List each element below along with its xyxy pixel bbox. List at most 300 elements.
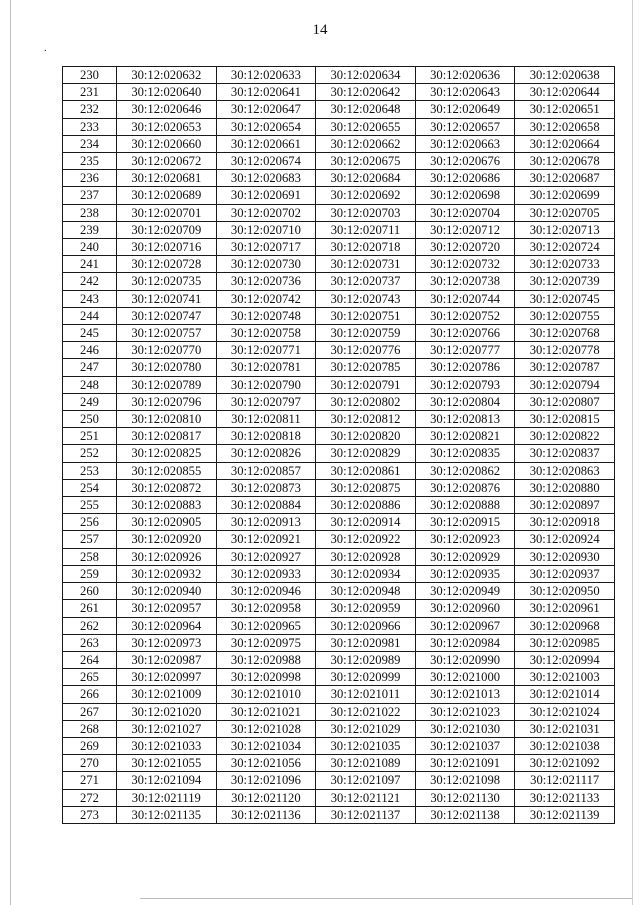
cadastral-code-cell: 30:12:020747 [117, 307, 217, 324]
table-row [63, 445, 615, 462]
cadastral-code-cell: 30:12:020705 [515, 204, 615, 221]
cadastral-code-cell: 30:12:020857 [216, 462, 316, 479]
cadastral-code-cell: 30:12:020717 [216, 239, 316, 256]
table-row [63, 204, 615, 221]
row-number-cell: 236 [63, 170, 117, 187]
cadastral-code-cell: 30:12:020826 [216, 445, 316, 462]
cadastral-code-cell: 30:12:020640 [117, 84, 217, 101]
cadastral-code-cell: 30:12:020732 [415, 256, 515, 273]
cadastral-code-cell: 30:12:020804 [415, 393, 515, 410]
row-number-cell: 232 [63, 101, 117, 118]
cadastral-code-cell: 30:12:020990 [415, 651, 515, 668]
table-row [63, 290, 615, 307]
cadastral-code-cell: 30:12:020662 [316, 135, 416, 152]
cadastral-code-cell: 30:12:020712 [415, 221, 515, 238]
table-row [63, 273, 615, 290]
row-number-cell: 257 [63, 531, 117, 548]
cadastral-code-cell: 30:12:021055 [117, 755, 217, 772]
row-number-cell: 252 [63, 445, 117, 462]
row-number-cell: 245 [63, 325, 117, 342]
cadastral-code-cell: 30:12:020748 [216, 307, 316, 324]
cadastral-code-cell: 30:12:020997 [117, 669, 217, 686]
cadastral-code-cell: 30:12:020897 [515, 497, 615, 514]
cadastral-code-cell: 30:12:020958 [216, 600, 316, 617]
cadastral-code-cell: 30:12:020743 [316, 290, 416, 307]
cadastral-code-cell: 30:12:020855 [117, 462, 217, 479]
cadastral-code-cell: 30:12:020781 [216, 359, 316, 376]
table-row [63, 101, 615, 118]
cadastral-code-cell: 30:12:020965 [216, 617, 316, 634]
table-row [63, 67, 615, 84]
cadastral-code-cell: 30:12:020975 [216, 634, 316, 651]
cadastral-code-cell: 30:12:021020 [117, 703, 217, 720]
table-row [63, 342, 615, 359]
cadastral-code-cell: 30:12:020928 [316, 548, 416, 565]
table-row [63, 737, 615, 754]
cadastral-code-cell: 30:12:020914 [316, 514, 416, 531]
row-number-cell: 238 [63, 204, 117, 221]
cadastral-code-cell: 30:12:021014 [515, 686, 615, 703]
table-row [63, 84, 615, 101]
row-number-cell: 235 [63, 153, 117, 170]
page-number: 14 [312, 22, 328, 38]
cadastral-code-cell: 30:12:020651 [515, 101, 615, 118]
cadastral-code-cell: 30:12:020780 [117, 359, 217, 376]
cadastral-code-cell: 30:12:020672 [117, 153, 217, 170]
cadastral-code-cell: 30:12:020736 [216, 273, 316, 290]
cadastral-code-cell: 30:12:021028 [216, 720, 316, 737]
cadastral-code-cell: 30:12:020770 [117, 342, 217, 359]
row-number-cell: 249 [63, 393, 117, 410]
cadastral-code-cell: 30:12:021133 [515, 789, 615, 806]
cadastral-code-cell: 30:12:020825 [117, 445, 217, 462]
cadastral-code-cell: 30:12:020692 [316, 187, 416, 204]
cadastral-code-cell: 30:12:020647 [216, 101, 316, 118]
table-row [63, 617, 615, 634]
cadastral-code-cell: 30:12:021023 [415, 703, 515, 720]
scan-edge-bottom [140, 898, 632, 899]
cadastral-code-cell: 30:12:020654 [216, 118, 316, 135]
cadastral-code-cell: 30:12:020794 [515, 376, 615, 393]
cadastral-code-cell: 30:12:021010 [216, 686, 316, 703]
row-number-cell: 264 [63, 651, 117, 668]
cadastral-code-cell: 30:12:020776 [316, 342, 416, 359]
row-number-cell: 254 [63, 479, 117, 496]
cadastral-code-cell: 30:12:020752 [415, 307, 515, 324]
cadastral-code-cell: 30:12:021034 [216, 737, 316, 754]
cadastral-code-cell: 30:12:020915 [415, 514, 515, 531]
cadastral-code-cell: 30:12:021003 [515, 669, 615, 686]
cadastral-code-cell: 30:12:020676 [415, 153, 515, 170]
cadastral-code-cell: 30:12:020636 [415, 67, 515, 84]
cadastral-code-cell: 30:12:020862 [415, 462, 515, 479]
cadastral-code-cell: 30:12:020642 [316, 84, 416, 101]
cadastral-code-cell: 30:12:020686 [415, 170, 515, 187]
cadastral-code-cell: 30:12:020660 [117, 135, 217, 152]
table-row [63, 462, 615, 479]
cadastral-code-cell: 30:12:020702 [216, 204, 316, 221]
row-number-cell: 270 [63, 755, 117, 772]
cadastral-code-cell: 30:12:021011 [316, 686, 416, 703]
cadastral-code-cell: 30:12:020766 [415, 325, 515, 342]
table-row [63, 772, 615, 789]
cadastral-code-cell: 30:12:020641 [216, 84, 316, 101]
table-row [63, 307, 615, 324]
cadastral-code-cell: 30:12:020989 [316, 651, 416, 668]
cadastral-code-cell: 30:12:020657 [415, 118, 515, 135]
cadastral-code-cell: 30:12:020918 [515, 514, 615, 531]
cadastral-code-cell: 30:12:020785 [316, 359, 416, 376]
cadastral-code-cell: 30:12:020872 [117, 479, 217, 496]
cadastral-code-cell: 30:12:021092 [515, 755, 615, 772]
table-row [63, 497, 615, 514]
cadastral-code-cell: 30:12:021098 [415, 772, 515, 789]
row-number-cell: 248 [63, 376, 117, 393]
cadastral-code-cell: 30:12:020638 [515, 67, 615, 84]
cadastral-code-cell: 30:12:020684 [316, 170, 416, 187]
cadastral-code-cell: 30:12:021033 [117, 737, 217, 754]
cadastral-code-cell: 30:12:021013 [415, 686, 515, 703]
cadastral-code-cell: 30:12:020716 [117, 239, 217, 256]
cadastral-table [62, 66, 615, 824]
table-row [63, 239, 615, 256]
cadastral-code-cell: 30:12:021137 [316, 806, 416, 823]
cadastral-code-cell: 30:12:021096 [216, 772, 316, 789]
cadastral-code-cell: 30:12:020935 [415, 565, 515, 582]
cadastral-code-cell: 30:12:020949 [415, 583, 515, 600]
row-number-cell: 239 [63, 221, 117, 238]
cadastral-code-cell: 30:12:020966 [316, 617, 416, 634]
cadastral-code-cell: 30:12:020861 [316, 462, 416, 479]
cadastral-code-cell: 30:12:021120 [216, 789, 316, 806]
table-row [63, 686, 615, 703]
cadastral-code-cell: 30:12:021094 [117, 772, 217, 789]
table-row [63, 359, 615, 376]
cadastral-code-cell: 30:12:020737 [316, 273, 416, 290]
cadastral-code-cell: 30:12:020813 [415, 411, 515, 428]
cadastral-code-cell: 30:12:020999 [316, 669, 416, 686]
cadastral-code-cell: 30:12:020981 [316, 634, 416, 651]
table-row [63, 514, 615, 531]
cadastral-code-cell: 30:12:020883 [117, 497, 217, 514]
cadastral-code-cell: 30:12:020822 [515, 428, 615, 445]
cadastral-code-cell: 30:12:020927 [216, 548, 316, 565]
cadastral-code-cell: 30:12:020757 [117, 325, 217, 342]
cadastral-code-cell: 30:12:020741 [117, 290, 217, 307]
cadastral-code-cell: 30:12:020735 [117, 273, 217, 290]
cadastral-code-cell: 30:12:020950 [515, 583, 615, 600]
cadastral-code-cell: 30:12:020948 [316, 583, 416, 600]
table-row [63, 221, 615, 238]
cadastral-code-cell: 30:12:021139 [515, 806, 615, 823]
row-number-cell: 231 [63, 84, 117, 101]
row-number-cell: 267 [63, 703, 117, 720]
table-row [63, 411, 615, 428]
cadastral-code-cell: 30:12:020929 [415, 548, 515, 565]
cadastral-code-cell: 30:12:020987 [117, 651, 217, 668]
cadastral-code-cell: 30:12:020922 [316, 531, 416, 548]
cadastral-code-cell: 30:12:020802 [316, 393, 416, 410]
row-number-cell: 262 [63, 617, 117, 634]
cadastral-code-cell: 30:12:020704 [415, 204, 515, 221]
cadastral-code-cell: 30:12:020711 [316, 221, 416, 238]
cadastral-code-cell: 30:12:020888 [415, 497, 515, 514]
cadastral-code-cell: 30:12:021009 [117, 686, 217, 703]
cadastral-code-cell: 30:12:021029 [316, 720, 416, 737]
row-number-cell: 233 [63, 118, 117, 135]
cadastral-code-cell: 30:12:020932 [117, 565, 217, 582]
cadastral-code-cell: 30:12:020920 [117, 531, 217, 548]
cadastral-code-cell: 30:12:020733 [515, 256, 615, 273]
cadastral-code-cell: 30:12:021117 [515, 772, 615, 789]
cadastral-code-cell: 30:12:020880 [515, 479, 615, 496]
cadastral-code-cell: 30:12:020921 [216, 531, 316, 548]
cadastral-code-cell: 30:12:021056 [216, 755, 316, 772]
scan-edge-left [10, 0, 11, 905]
row-number-cell: 268 [63, 720, 117, 737]
row-number-cell: 273 [63, 806, 117, 823]
row-number-cell: 263 [63, 634, 117, 651]
cadastral-code-cell: 30:12:020663 [415, 135, 515, 152]
table-body [63, 67, 615, 824]
row-number-cell: 265 [63, 669, 117, 686]
row-number-cell: 258 [63, 548, 117, 565]
row-number-cell: 240 [63, 239, 117, 256]
cadastral-code-cell: 30:12:020742 [216, 290, 316, 307]
table-row [63, 565, 615, 582]
cadastral-code-cell: 30:12:020811 [216, 411, 316, 428]
cadastral-code-cell: 30:12:020674 [216, 153, 316, 170]
row-number-cell: 251 [63, 428, 117, 445]
cadastral-code-cell: 30:12:020789 [117, 376, 217, 393]
cadastral-code-cell: 30:12:020701 [117, 204, 217, 221]
cadastral-code-cell: 30:12:020960 [415, 600, 515, 617]
table-row [63, 428, 615, 445]
cadastral-code-cell: 30:12:020724 [515, 239, 615, 256]
cadastral-code-cell: 30:12:021091 [415, 755, 515, 772]
table-row [63, 548, 615, 565]
cadastral-code-cell: 30:12:020791 [316, 376, 416, 393]
cadastral-code-cell: 30:12:021022 [316, 703, 416, 720]
cadastral-code-cell: 30:12:020821 [415, 428, 515, 445]
table-row [63, 256, 615, 273]
row-number-cell: 260 [63, 583, 117, 600]
cadastral-code-cell: 30:12:021038 [515, 737, 615, 754]
cadastral-code-cell: 30:12:020771 [216, 342, 316, 359]
cadastral-code-cell: 30:12:021097 [316, 772, 416, 789]
cadastral-code-cell: 30:12:020835 [415, 445, 515, 462]
table-row [63, 187, 615, 204]
cadastral-code-cell: 30:12:020710 [216, 221, 316, 238]
cadastral-code-cell: 30:12:020713 [515, 221, 615, 238]
row-number-cell: 261 [63, 600, 117, 617]
cadastral-code-cell: 30:12:020946 [216, 583, 316, 600]
cadastral-code-cell: 30:12:020786 [415, 359, 515, 376]
cadastral-code-cell: 30:12:020745 [515, 290, 615, 307]
cadastral-code-cell: 30:12:020934 [316, 565, 416, 582]
cadastral-code-cell: 30:12:021024 [515, 703, 615, 720]
cadastral-code-cell: 30:12:020755 [515, 307, 615, 324]
cadastral-code-cell: 30:12:021000 [415, 669, 515, 686]
table-row [63, 531, 615, 548]
cadastral-code-cell: 30:12:020661 [216, 135, 316, 152]
cadastral-code-cell: 30:12:020818 [216, 428, 316, 445]
cadastral-code-cell: 30:12:020817 [117, 428, 217, 445]
cadastral-code-cell: 30:12:020664 [515, 135, 615, 152]
table-row [63, 755, 615, 772]
row-number-cell: 234 [63, 135, 117, 152]
row-number-cell: 255 [63, 497, 117, 514]
cadastral-code-cell: 30:12:020790 [216, 376, 316, 393]
cadastral-code-cell: 30:12:020924 [515, 531, 615, 548]
cadastral-code-cell: 30:12:020985 [515, 634, 615, 651]
cadastral-code-cell: 30:12:020678 [515, 153, 615, 170]
table-row [63, 583, 615, 600]
cadastral-code-cell: 30:12:020632 [117, 67, 217, 84]
row-number-cell: 244 [63, 307, 117, 324]
table-row [63, 393, 615, 410]
table-row [63, 789, 615, 806]
table-row [63, 376, 615, 393]
cadastral-code-cell: 30:12:020967 [415, 617, 515, 634]
cadastral-code-cell: 30:12:020787 [515, 359, 615, 376]
cadastral-code-cell: 30:12:020649 [415, 101, 515, 118]
cadastral-code-cell: 30:12:020815 [515, 411, 615, 428]
cadastral-code-cell: 30:12:020937 [515, 565, 615, 582]
table-row [63, 669, 615, 686]
cadastral-code-cell: 30:12:020998 [216, 669, 316, 686]
table-row [63, 600, 615, 617]
cadastral-code-cell: 30:12:020863 [515, 462, 615, 479]
row-number-cell: 242 [63, 273, 117, 290]
cadastral-code-cell: 30:12:020709 [117, 221, 217, 238]
cadastral-code-cell: 30:12:020820 [316, 428, 416, 445]
row-number-cell: 237 [63, 187, 117, 204]
cadastral-code-cell: 30:12:020675 [316, 153, 416, 170]
row-number-cell: 250 [63, 411, 117, 428]
cadastral-code-cell: 30:12:020964 [117, 617, 217, 634]
cadastral-code-cell: 30:12:020730 [216, 256, 316, 273]
cadastral-code-cell: 30:12:020778 [515, 342, 615, 359]
cadastral-code-cell: 30:12:020930 [515, 548, 615, 565]
cadastral-code-cell: 30:12:020699 [515, 187, 615, 204]
cadastral-code-cell: 30:12:021037 [415, 737, 515, 754]
table-row [63, 170, 615, 187]
cadastral-code-cell: 30:12:020886 [316, 497, 416, 514]
row-number-cell: 241 [63, 256, 117, 273]
row-number-cell: 256 [63, 514, 117, 531]
row-number-cell: 272 [63, 789, 117, 806]
scan-edge-right [632, 0, 633, 905]
cadastral-code-cell: 30:12:020988 [216, 651, 316, 668]
cadastral-code-cell: 30:12:020961 [515, 600, 615, 617]
cadastral-code-cell: 30:12:020913 [216, 514, 316, 531]
cadastral-code-cell: 30:12:020643 [415, 84, 515, 101]
cadastral-code-cell: 30:12:020796 [117, 393, 217, 410]
cadastral-code-cell: 30:12:020681 [117, 170, 217, 187]
cadastral-code-cell: 30:12:020837 [515, 445, 615, 462]
cadastral-code-cell: 30:12:020634 [316, 67, 416, 84]
cadastral-code-cell: 30:12:021119 [117, 789, 217, 806]
cadastral-code-cell: 30:12:020940 [117, 583, 217, 600]
cadastral-code-cell: 30:12:020968 [515, 617, 615, 634]
cadastral-code-cell: 30:12:021121 [316, 789, 416, 806]
cadastral-code-cell: 30:12:020829 [316, 445, 416, 462]
cadastral-code-cell: 30:12:020777 [415, 342, 515, 359]
scan-mark: . [44, 42, 47, 54]
cadastral-code-cell: 30:12:020731 [316, 256, 416, 273]
cadastral-code-cell: 30:12:020876 [415, 479, 515, 496]
cadastral-code-cell: 30:12:020923 [415, 531, 515, 548]
cadastral-code-cell: 30:12:020884 [216, 497, 316, 514]
table-row [63, 153, 615, 170]
cadastral-code-cell: 30:12:020797 [216, 393, 316, 410]
row-number-cell: 230 [63, 67, 117, 84]
cadastral-code-cell: 30:12:020655 [316, 118, 416, 135]
row-number-cell: 259 [63, 565, 117, 582]
cadastral-code-cell: 30:12:020973 [117, 634, 217, 651]
cadastral-code-cell: 30:12:021136 [216, 806, 316, 823]
cadastral-code-cell: 30:12:020926 [117, 548, 217, 565]
row-number-cell: 266 [63, 686, 117, 703]
cadastral-code-cell: 30:12:020812 [316, 411, 416, 428]
cadastral-code-cell: 30:12:020728 [117, 256, 217, 273]
cadastral-code-cell: 30:12:021035 [316, 737, 416, 754]
cadastral-code-cell: 30:12:020689 [117, 187, 217, 204]
cadastral-code-cell: 30:12:020768 [515, 325, 615, 342]
cadastral-code-cell: 30:12:021021 [216, 703, 316, 720]
cadastral-code-cell: 30:12:020933 [216, 565, 316, 582]
table-row [63, 651, 615, 668]
cadastral-code-cell: 30:12:020691 [216, 187, 316, 204]
table-row [63, 118, 615, 135]
cadastral-code-cell: 30:12:021030 [415, 720, 515, 737]
cadastral-code-cell: 30:12:020873 [216, 479, 316, 496]
table-row [63, 806, 615, 823]
cadastral-code-cell: 30:12:020683 [216, 170, 316, 187]
cadastral-code-cell: 30:12:021130 [415, 789, 515, 806]
cadastral-code-cell: 30:12:020994 [515, 651, 615, 668]
cadastral-code-cell: 30:12:020759 [316, 325, 416, 342]
cadastral-code-cell: 30:12:020720 [415, 239, 515, 256]
cadastral-code-cell: 30:12:020758 [216, 325, 316, 342]
row-number-cell: 269 [63, 737, 117, 754]
table-row [63, 634, 615, 651]
cadastral-code-cell: 30:12:020703 [316, 204, 416, 221]
cadastral-code-cell: 30:12:021138 [415, 806, 515, 823]
cadastral-code-cell: 30:12:020793 [415, 376, 515, 393]
row-number-cell: 246 [63, 342, 117, 359]
cadastral-code-cell: 30:12:020739 [515, 273, 615, 290]
cadastral-code-cell: 30:12:020875 [316, 479, 416, 496]
table-row [63, 135, 615, 152]
cadastral-code-cell: 30:12:020744 [415, 290, 515, 307]
cadastral-code-cell: 30:12:020648 [316, 101, 416, 118]
cadastral-code-cell: 30:12:021135 [117, 806, 217, 823]
row-number-cell: 271 [63, 772, 117, 789]
cadastral-code-cell: 30:12:020687 [515, 170, 615, 187]
cadastral-code-cell: 30:12:020751 [316, 307, 416, 324]
cadastral-code-cell: 30:12:020738 [415, 273, 515, 290]
cadastral-code-cell: 30:12:021027 [117, 720, 217, 737]
cadastral-code-cell: 30:12:020633 [216, 67, 316, 84]
cadastral-code-cell: 30:12:020718 [316, 239, 416, 256]
table-row [63, 703, 615, 720]
table-row [63, 720, 615, 737]
row-number-cell: 253 [63, 462, 117, 479]
cadastral-code-cell: 30:12:020653 [117, 118, 217, 135]
cadastral-code-cell: 30:12:020644 [515, 84, 615, 101]
